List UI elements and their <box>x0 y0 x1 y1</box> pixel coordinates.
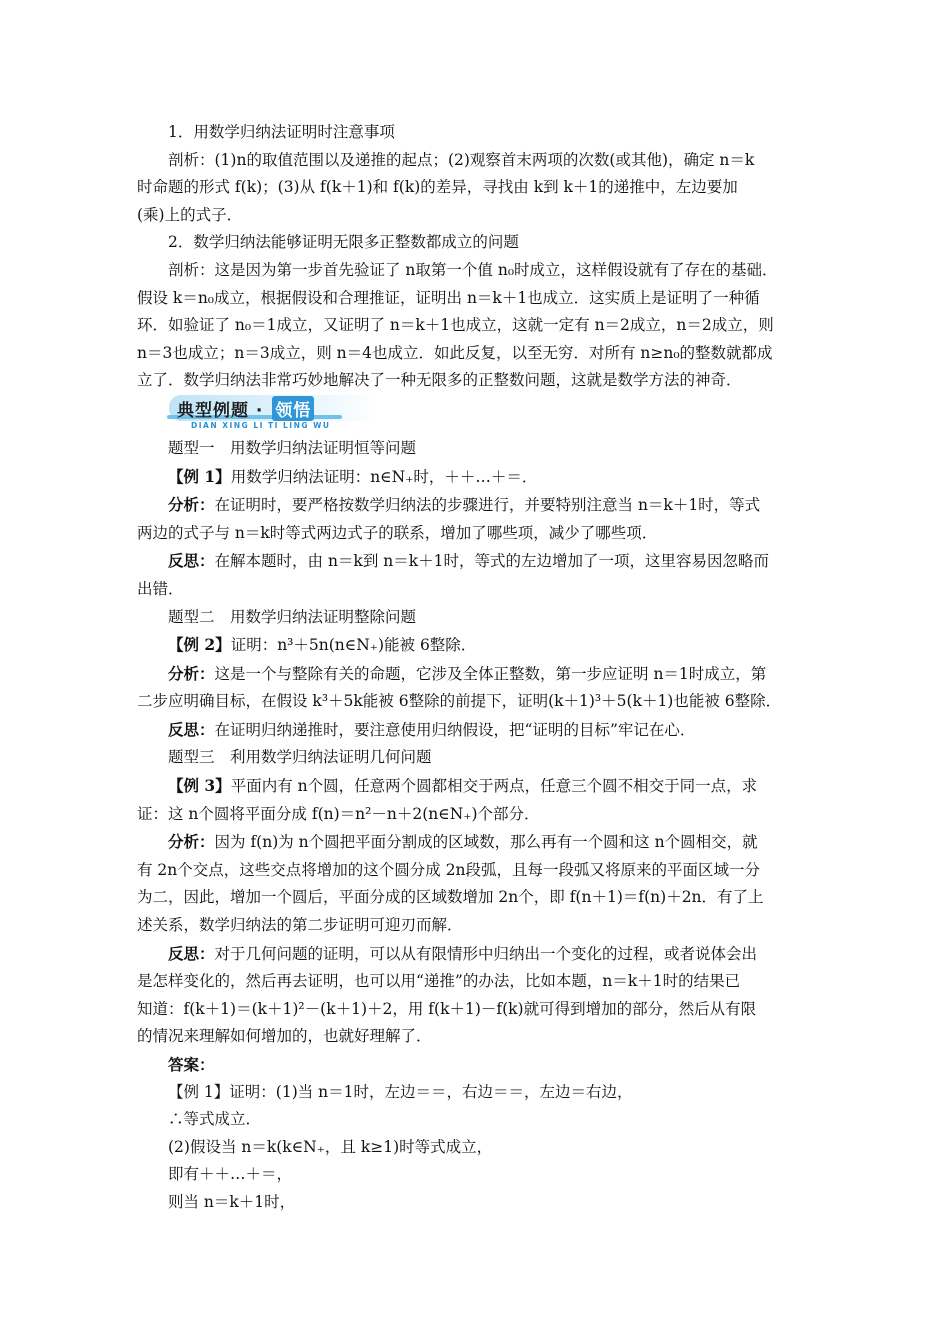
section-1-text: (乘)上的式子． <box>137 205 243 224</box>
answer-label: 答案： <box>168 1055 215 1074</box>
document-body <box>137 119 827 1217</box>
analysis-1-cont: 两边的式子与 n＝k时等式两边式子的联系，增加了哪些项，减少了哪些项． <box>137 523 658 542</box>
type-1-title: 题型一 用数学归纳法证明恒等问题 <box>168 438 417 457</box>
analysis-3-cont: 为二，因此，增加一个圆后，平面分成的区域数增加 2n个，即 f(n＋1)＝f(n)＋2n．有了上 <box>137 888 764 907</box>
section-2-text: 立了．数学归纳法非常巧妙地解决了一种无限多的正整数问题，这就是数学方法的神奇． <box>137 371 742 390</box>
analysis-2-cont: 二步应明确目标，在假设 k³＋5k能被 6整除的前提下，证明(k＋1)³＋5(k＋1)也能被 6整除． <box>137 692 782 711</box>
analysis-3: 分析：因为 f(n)为 n个圆把平面分割成的区域数，那么再有一个圆和这 n个圆相交，就 <box>168 832 758 852</box>
answer-line: (2)假设当 n＝k(k∈N₊，且 k≥1)时等式成立， <box>168 1137 493 1156</box>
analysis-label: 分析： <box>168 495 215 515</box>
typical-examples-banner <box>137 395 377 435</box>
reflection-3-cont: 知道：f(k＋1)＝(k＋1)²－(k＋1)＋2，用 f(k＋1)－f(k)就可得到增加的部分，然后从有限 <box>137 999 757 1018</box>
example-1: 【例 1】用数学归纳法证明：n∈N₊时，＋＋…＋＝． <box>168 466 538 486</box>
analysis-label: 分析： <box>168 832 215 852</box>
section-2-title: 2．数学归纳法能够证明无限多正整数都成立的问题 <box>168 233 519 252</box>
analysis-1: 分析：在证明时，要严格按数学归纳法的步骤进行，并要特别注意当 n＝k＋1时，等式 <box>168 495 761 515</box>
analysis-3-cont: 述关系，数学归纳法的第二步证明可迎刃而解． <box>137 916 463 935</box>
banner-dot: · <box>255 400 264 421</box>
section-2-text: n＝3也成立；n＝3成立，则 n＝4也成立．如此反复，以至无穷．对所有 n≥n₀的整数就都成 <box>137 343 773 362</box>
reflection-3-cont: 是怎样变化的，然后再去证明，也可以用“递推”的办法，比如本题，n＝k＋1时的结果已 <box>137 972 741 991</box>
example-3-cont: 证：这 n个圆将平面分成 f(n)＝n²－n＋2(n∈N₊)个部分． <box>137 804 540 823</box>
reflection-1-cont: 出错． <box>137 579 184 598</box>
reflection-3: 反思：对于几何问题的证明，可以从有限情形中归纳出一个变化的过程，或者说体会出 <box>168 943 758 963</box>
reflection-label: 反思： <box>168 719 215 739</box>
banner-highlight: 领悟 <box>272 396 314 421</box>
example-label: 【例 3】 <box>168 776 231 796</box>
banner-pinyin: DIAN XING LI TI LING WU <box>191 420 331 430</box>
reflection-2: 反思：在证明归纳递推时，要注意使用归纳假设，把“证明的目标”牢记在心． <box>168 719 696 739</box>
reflection-1: 反思：在解本题时，由 n＝k到 n＝k＋1时，等式的左边增加了一项，这里容易因忽略而 <box>168 551 769 571</box>
type-2-title: 题型二 用数学归纳法证明整除问题 <box>168 607 417 626</box>
section-1-text: 剖析：(1)n的取值范围以及递推的起点；(2)观察首末两项的次数(或其他)，确定 n＝k <box>168 150 755 169</box>
answer-line: 【例 1】证明：(1)当 n＝1时，左边＝＝，右边＝＝，左边＝右边， <box>168 1082 633 1101</box>
section-2-text: 假设 k＝n₀成立，根据假设和合理推证，证明出 n＝k＋1也成立．这实质上是证明了一种循 <box>137 288 760 307</box>
banner-title: 典型例题 <box>177 400 249 421</box>
example-label: 【例 1】 <box>168 466 231 486</box>
section-2-text: 剖析：这是因为第一步首先验证了 n取第一个值 n₀时成立，这样假设就有了存在的基础． <box>168 260 778 279</box>
answer-line: 则当 n＝k＋1时， <box>168 1192 296 1211</box>
answer-line: ∴等式成立． <box>168 1110 262 1129</box>
type-3-title: 题型三 利用数学归纳法证明几何问题 <box>168 748 432 767</box>
analysis-3-cont: 有 2n个交点，这些交点将增加的这个圆分成 2n段弧，且每一段弧又将原来的平面区域一分 <box>137 860 761 879</box>
analysis-2: 分析：这是一个与整除有关的命题，它涉及全体正整数，第一步应证明 n＝1时成立，第 <box>168 663 767 683</box>
analysis-label: 分析： <box>168 663 215 683</box>
section-1-text: 时命题的形式 f(k)；(3)从 f(k＋1)和 f(k)的差异，寻找由 k到 k＋1的递推中，左边要加 <box>137 178 738 197</box>
example-label: 【例 2】 <box>168 635 231 655</box>
section-1-title: 1．用数学归纳法证明时注意事项 <box>168 123 395 141</box>
section-2-text: 环．如验证了 n₀＝1成立，又证明了 n＝k＋1也成立，这就一定有 n＝2成立，n＝2成立，则 <box>137 316 774 335</box>
reflection-3-cont: 的情况来理解如何增加的，也就好理解了． <box>137 1027 432 1046</box>
answer-line: 即有＋＋…＋＝， <box>168 1165 293 1184</box>
example-3: 【例 3】平面内有 n个圆，任意两个圆都相交于两点，任意三个圆不相交于同一点，求 <box>168 776 758 796</box>
example-2: 【例 2】证明：n³＋5n(n∈N₊)能被 6整除． <box>168 635 477 655</box>
reflection-label: 反思： <box>168 943 215 963</box>
reflection-label: 反思： <box>168 551 215 571</box>
